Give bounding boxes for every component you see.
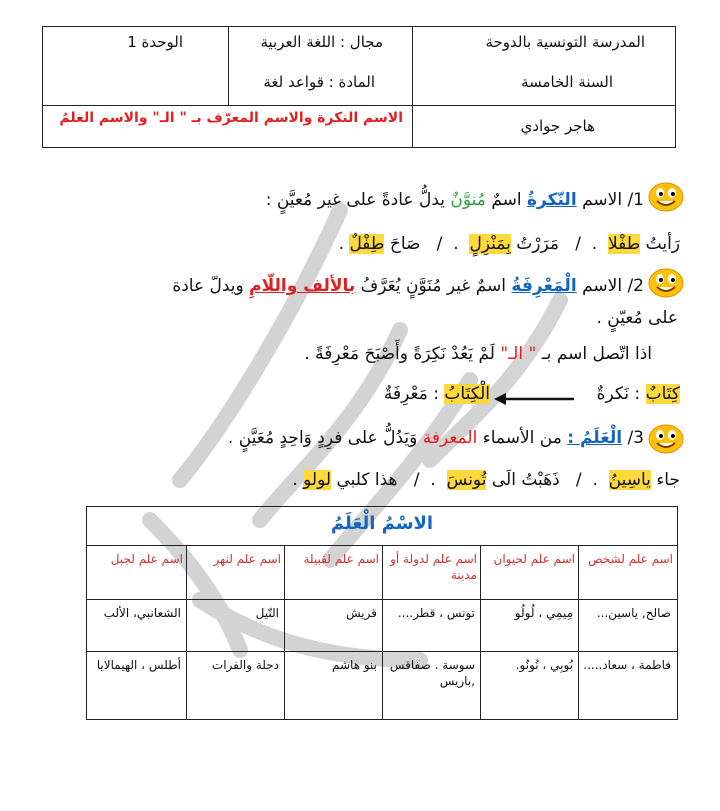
label: : مَعْرِفَةٌ — [383, 384, 439, 404]
example-highlight: بِمَنْزِلٍ — [469, 234, 511, 254]
example: صَاحَ — [389, 234, 421, 254]
term-maarifa: الْمَعْرِفَةُ — [511, 276, 577, 296]
text: لَمْ يَعُدْ نَكِرَةً وأَصْبَحَ مَعْرِفَةً . — [304, 344, 495, 364]
example-highlight: لولو — [303, 470, 332, 490]
section-2-line3 — [40, 344, 652, 364]
term-alam: الْعَلَمُ : — [567, 428, 623, 448]
period: . — [292, 470, 298, 490]
table-title: الاسْمُ الْعَلَمُ — [330, 513, 434, 534]
text: اذا اتّصل اسم بـ — [541, 344, 652, 364]
text: على مُعيّنٍ . — [596, 308, 678, 328]
text: ويدلّ عادة — [172, 276, 244, 296]
separator: / — [575, 470, 582, 490]
period: . — [338, 234, 345, 254]
section-2-definition — [40, 276, 644, 296]
text: يدلُّ عادةً على غير مُعيَّنٍ : — [265, 190, 445, 210]
table-divider — [578, 545, 579, 719]
section-3-examples: جاء ياسِينُ . / ذَهَبْتُ الَى تُونسَ . / هذا كلبي لولو . — [292, 470, 680, 490]
separator: / — [436, 234, 443, 254]
unit-number: الوحدة 1 — [127, 33, 183, 51]
term-al: " الـ" — [500, 344, 537, 364]
header-divider — [412, 105, 413, 147]
section-1-examples: رَأيتُ طفْلا . / مَرَرْتُ بِمَنْزِلٍ . / صَاحَ طِفْلٌ . — [338, 234, 680, 254]
proper-noun-table — [86, 506, 678, 720]
subject-name: المادة : قواعد لغة — [263, 73, 375, 91]
label: : نَكرةٌ — [596, 384, 641, 404]
term-maarifa-red: المعرفة — [422, 428, 478, 448]
table-header: اسم علم لشخص — [588, 552, 673, 566]
table-cell: الشعانبي، الألب — [103, 606, 181, 620]
table-cell: مِيمِي ، لُولُو — [514, 606, 573, 620]
table-header: اسم علم لجبل — [110, 552, 183, 566]
table-cell: قريش — [346, 606, 377, 620]
table-cell: صالح, ياسين... — [596, 606, 671, 620]
subject-field: مجال : اللغة العربية — [260, 33, 383, 51]
section-number: 1/ الاسم — [582, 190, 644, 210]
lesson-title: الاسم النكرة والاسم المعرّف بـ " الـ" والاسم العلمُ — [59, 110, 403, 126]
table-cell: النّيل — [255, 606, 279, 620]
smiley-icon — [648, 182, 684, 212]
section-number: 3/ — [627, 428, 644, 448]
section-number: 2/ الاسم — [582, 276, 644, 296]
section-3-definition — [40, 428, 644, 448]
table-header: اسم علم لنهر — [213, 552, 281, 566]
header-table — [42, 26, 676, 148]
example: رَأيتُ — [645, 234, 680, 254]
section-2-example-b — [40, 384, 490, 404]
term-nakira: النّكرةُ — [527, 190, 577, 210]
section-2-line2 — [40, 308, 678, 328]
text: اسمٌ غير مُنَوَّنٍ يُعَرَّفُ — [360, 276, 507, 296]
smiley-icon — [648, 424, 684, 454]
text: اسمٌ — [491, 190, 522, 210]
text: وَيَدُلُّ على فرِدٍ وَاحِدٍ مُعَيَّنٍ . — [227, 428, 418, 448]
section-1-definition — [40, 190, 644, 210]
table-header: اسم علم لحيوان — [493, 552, 575, 566]
example-highlight: تُونسَ — [446, 470, 487, 490]
teacher-name: هاجر جوادي — [520, 117, 595, 135]
header-divider — [228, 27, 229, 105]
text: من الأسماء — [482, 428, 562, 448]
smiley-icon — [648, 268, 684, 298]
example-highlight: طِفْلٌ — [349, 234, 385, 254]
table-divider — [284, 545, 285, 719]
term-alif-lam: بالألف واللّامِ — [249, 276, 356, 296]
table-cell: بنو هاشم — [332, 658, 377, 672]
example: مَرَرْتُ — [516, 234, 559, 254]
table-header: اسم علم لقبيلة — [303, 552, 379, 566]
header-divider — [412, 27, 413, 105]
table-header: اسم علم لدولة أو مدينة — [390, 552, 477, 582]
example-highlight: الْكِتَابُ — [444, 384, 490, 404]
example: هذا كلبي — [336, 470, 398, 490]
table-cell: فاطمة ، سعاد..... — [583, 658, 671, 672]
table-cell: دجلة والفرات — [211, 658, 279, 672]
table-cell: تونس ، قطر.... — [397, 606, 475, 620]
example-highlight: كِتَابٌ — [645, 384, 680, 404]
table-divider — [186, 545, 187, 719]
example: جاء — [656, 470, 680, 490]
table-divider — [480, 545, 481, 719]
header-divider — [43, 105, 675, 106]
separator: / — [575, 234, 581, 254]
example-highlight: ياسِينُ — [608, 470, 651, 490]
table-cell: سوسة . صفاقس ,باريس — [389, 658, 475, 688]
school-name: المدرسة التونسية بالدوحة — [485, 33, 645, 51]
arrow-left-icon — [494, 392, 576, 406]
example-highlight: طفْلا — [607, 234, 641, 254]
separator: / — [413, 470, 420, 490]
term-tanween: مُنوَّنٌ — [450, 190, 486, 210]
table-cell: أطلس ، الهيمالايا — [96, 658, 181, 672]
example: ذَهَبْتُ الَى — [491, 470, 560, 490]
table-cell: بُوبِي ، نُونُو. — [515, 658, 573, 672]
grade-level: السنة الخامسة — [521, 73, 613, 91]
